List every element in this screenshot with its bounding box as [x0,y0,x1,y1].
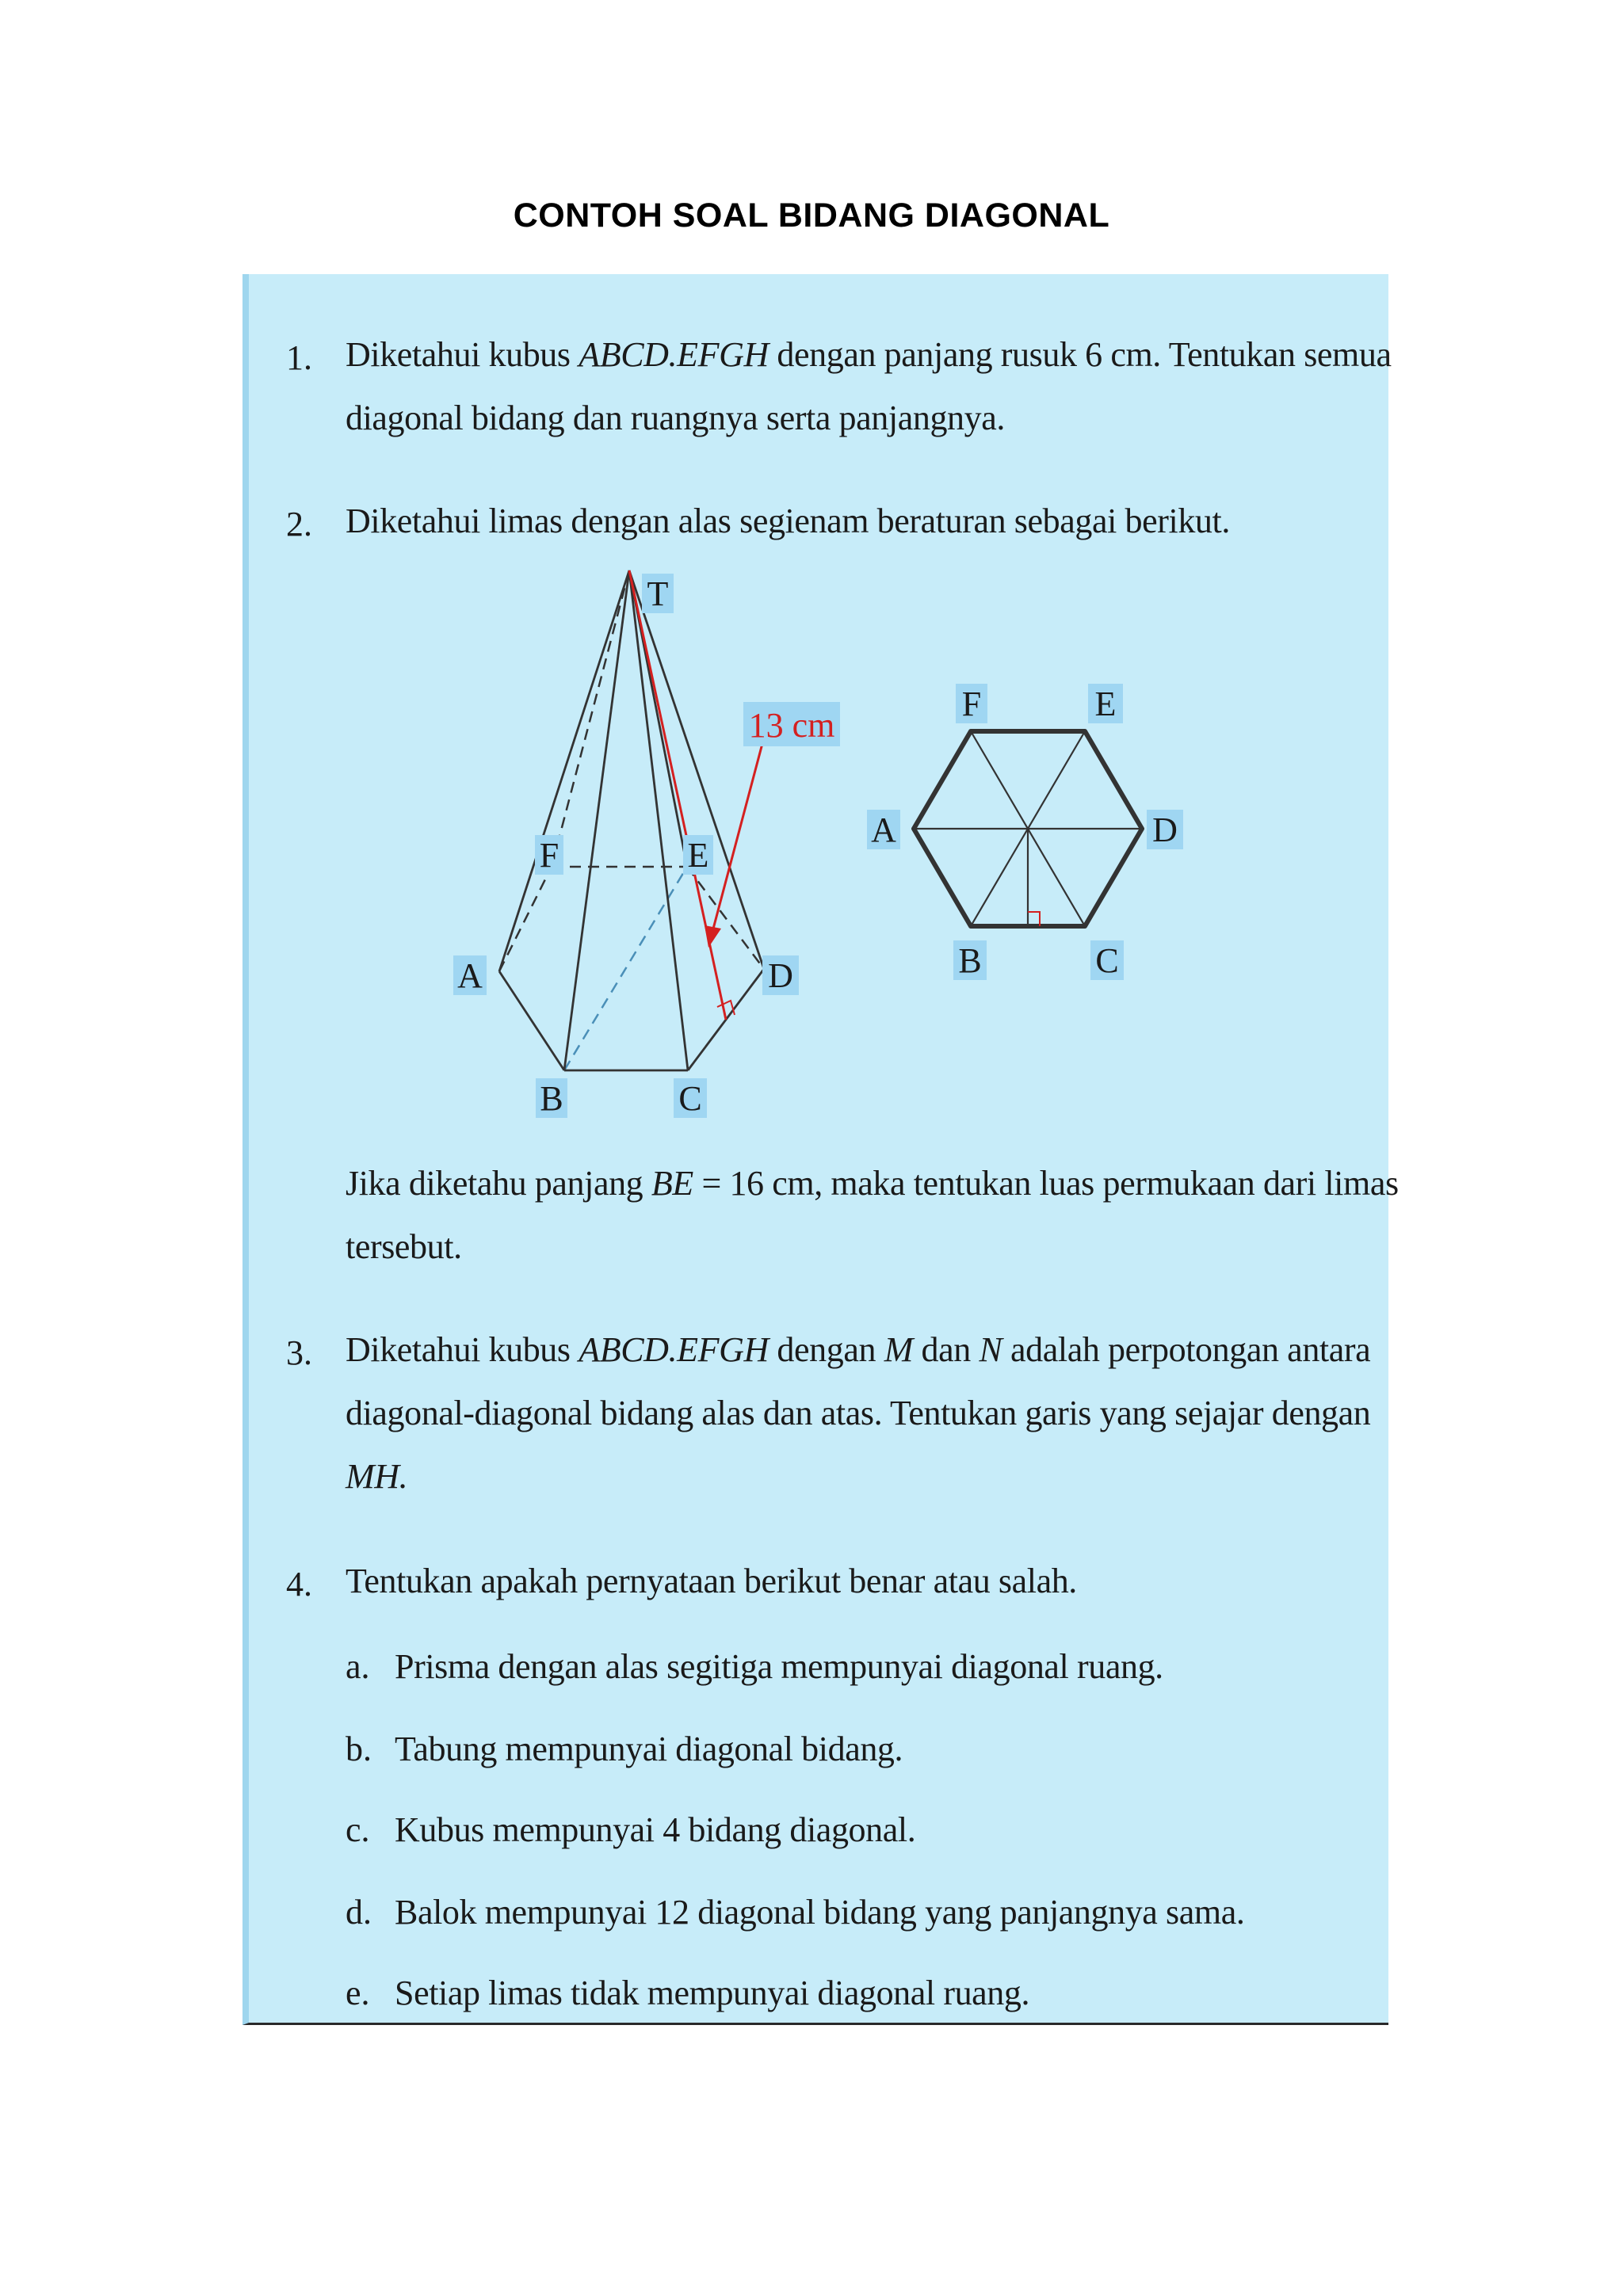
statement-a-text: Prisma dengan alas segitiga mempunyai diagonal ruang. [395,1647,1163,1686]
question-4-line-1: Tentukan apakah pernyataan berikut benar atau salah. [346,1562,1077,1600]
statement-e-letter: e. [346,1974,370,2012]
pyramid-hidden-edge-tf [552,570,629,867]
pyramid-pointer-arrowhead [705,925,721,948]
page-title: CONTOH SOAL BIDANG DIAGONAL [513,196,1110,235]
pyramid-edge-ta [499,570,629,971]
question-panel [242,274,1399,2025]
hexagon-label-d: D [1152,810,1178,849]
pyramid-label-e: E [687,836,709,875]
question-2-after-line-1: Jika diketahu panjang BE = 16 cm, maka tentukan luas permukaan dari limas [346,1164,1399,1203]
hexagon-label-e: E [1094,685,1117,723]
question-1-line-1: Diketahui kubus ABCD.EFGH dengan panjang rusuk 6 cm. Tentukan semua [346,335,1392,374]
statement-c-text: Kubus mempunyai 4 bidang diagonal. [395,1810,916,1849]
statement-d-letter: d. [346,1893,372,1932]
hexagon-label-c: C [1095,941,1119,980]
question-4-number: 4. [286,1565,312,1604]
question-2-line-1: Diketahui limas dengan alas segienam beraturan sebagai berikut. [346,502,1230,540]
question-1-number: 1. [286,338,312,377]
question-3-line-1: Diketahui kubus ABCD.EFGH dengan M dan N adalah perpotongan antara [346,1330,1371,1369]
pyramid-label-slant: 13 cm [748,706,835,745]
hexagon-label-b: B [958,941,982,980]
statement-d-text: Balok mempunyai 12 diagonal bidang yang panjangnya sama. [395,1893,1245,1932]
pyramid-label-b: B [540,1079,563,1118]
hexagon-label-f: F [961,685,982,723]
statement-b-letter: b. [346,1730,372,1768]
question-2-after-line-2: tersebut. [346,1227,462,1266]
hexagon-label-a: A [871,810,896,849]
question-3-number: 3. [286,1333,312,1372]
question-2-figures [249,274,1395,1146]
pyramid-edge-tb [564,570,629,1070]
pyramid-label-t: T [647,574,669,613]
statement-b-text: Tabung mempunyai diagonal bidang. [395,1730,903,1768]
pyramid-label-a: A [457,956,483,995]
question-2-number: 2. [286,505,312,543]
pyramid-label-d: D [768,956,793,995]
pyramid-label-c: C [678,1079,702,1118]
statement-e-text: Setiap limas tidak mempunyai diagonal ruang. [395,1974,1030,2012]
pyramid-slant-pointer [712,738,764,932]
pyramid-edge-td [629,570,764,969]
question-3-line-2: diagonal-diagonal bidang alas dan atas. Tentukan garis yang sejajar dengan [346,1394,1371,1432]
pyramid-edge-ab [499,971,564,1070]
statement-c-letter: c. [346,1810,370,1849]
hexagon-figure [867,684,1183,980]
pyramid-slant-height [629,570,726,1020]
question-3-line-3: MH. [346,1457,408,1496]
pyramid-label-f: F [539,836,559,875]
statement-a-letter: a. [346,1647,370,1686]
pyramid-hidden-edge-af [499,867,552,971]
pyramid-figure [453,570,840,1118]
question-1-line-2: diagonal bidang dan ruangnya serta panjangnya. [346,399,1005,437]
